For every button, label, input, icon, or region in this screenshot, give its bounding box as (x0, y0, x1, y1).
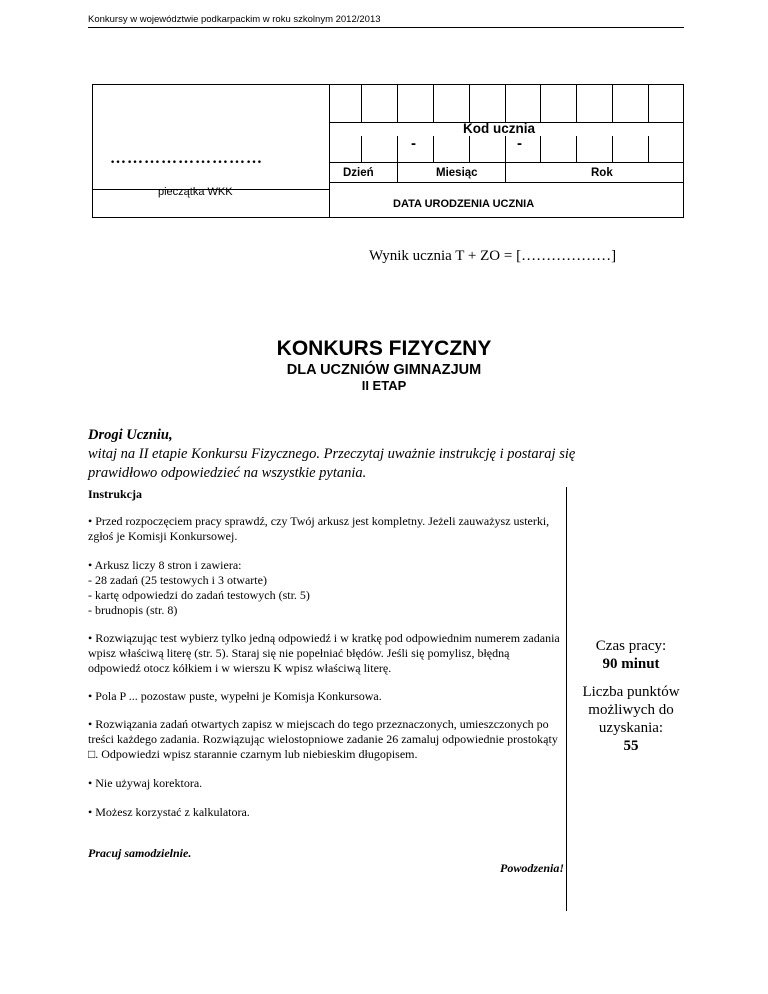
points-info (572, 683, 690, 755)
day-label: Dzień (343, 167, 374, 179)
bullet-icon: • (88, 805, 96, 819)
stage-label: II ETAP (361, 378, 407, 393)
code-dash: - (517, 135, 522, 152)
greeting (88, 426, 648, 483)
instruction-item: Nie używaj korektora. (95, 776, 203, 790)
bullet-icon: • (88, 776, 96, 790)
page-header: Konkursy w województwie podkarpackim w roku szkolnym 2012/2013 (88, 14, 684, 28)
points-label: Liczba punktów możliwych do uzyskania: (582, 684, 680, 736)
instruction-item: Przed rozpoczęciem pracy sprawdź, czy Twój arkusz jest kompletny. Jeżeli zauważysz usterki, zgłoś je Komisji Konkursowej. (88, 514, 550, 543)
instruction-subitem: - brudnopis (str. 8) (88, 603, 178, 617)
page-subtitle: DLA UCZNIÓW GIMNAZJUM (286, 362, 482, 378)
student-code-label: Kod ucznia (463, 121, 536, 136)
instruction-item: Rozwiązania zadań otwartych zapisz w miejscach do tego przeznaczonych, umieszczonych po treści każdego zadania. Rozwiązując wielostopniowe zadanie 26 zamaluj odpowiednie prostokąty □. Odpowiedzi wpisz starannie czarnym lub niebieskim długopisem. (88, 717, 558, 761)
code-dash: - (411, 135, 416, 152)
bullet-icon: • (88, 689, 96, 703)
column-divider (566, 487, 567, 911)
greeting-body: witaj na II etapie Konkursu Fizycznego. Przeczytaj uważnie instrukcję i postaraj się prawidłowo odpowiedzieć na wszystkie pytania. (88, 446, 576, 481)
page-title: KONKURS FIZYCZNY (276, 337, 492, 360)
time-value: 90 minut (602, 656, 660, 672)
instruction-item: Rozwiązując test wybierz tylko jedną odpowiedź i w kratkę pod odpowiednim numerem zadania wpisz właściwą literę (str. 5). Staraj się nie popełniać błędów. Jeśli się pomylisz, błędną odpowiedź otocz kółkiem i w wierszu K wpisz właściwą literę. (88, 631, 560, 675)
instruction-item: Możesz korzystać z kalkulatora. (95, 805, 250, 819)
bullet-icon: • (88, 558, 95, 572)
points-value: 55 (623, 738, 639, 754)
instruction-subitem: - 28 zadań (25 testowych i 3 otwarte) (88, 573, 267, 587)
stamp-label: pieczątka WKK (158, 186, 233, 198)
greeting-salutation: Drogi Uczniu, (88, 427, 173, 443)
year-label: Rok (591, 167, 613, 179)
instruction-item: Arkusz liczy 8 stron i zawiera: (94, 558, 242, 572)
instructions (88, 487, 564, 876)
bullet-icon: • (88, 717, 96, 731)
time-info (572, 637, 690, 673)
stamp-dots: ……………………… (110, 150, 263, 167)
bullet-icon: • (88, 514, 96, 528)
instruction-item: Pola P ... pozostaw puste, wypełni je Komisja Konkursowa. (95, 689, 382, 703)
birth-date-label: DATA URODZENIA UCZNIA (393, 198, 535, 210)
instructions-heading: Instrukcja (88, 487, 143, 501)
good-luck: Powodzenia! (499, 861, 564, 875)
closing-note: Pracuj samodzielnie. (88, 846, 192, 860)
score-line: Wynik ucznia T + ZO = [………………] (369, 248, 617, 264)
time-label: Czas pracy: (595, 638, 667, 654)
instruction-subitem: - kartę odpowiedzi do zadań testowych (str. 5) (88, 588, 310, 602)
month-label: Miesiąc (436, 167, 478, 179)
bullet-icon: • (88, 631, 96, 645)
